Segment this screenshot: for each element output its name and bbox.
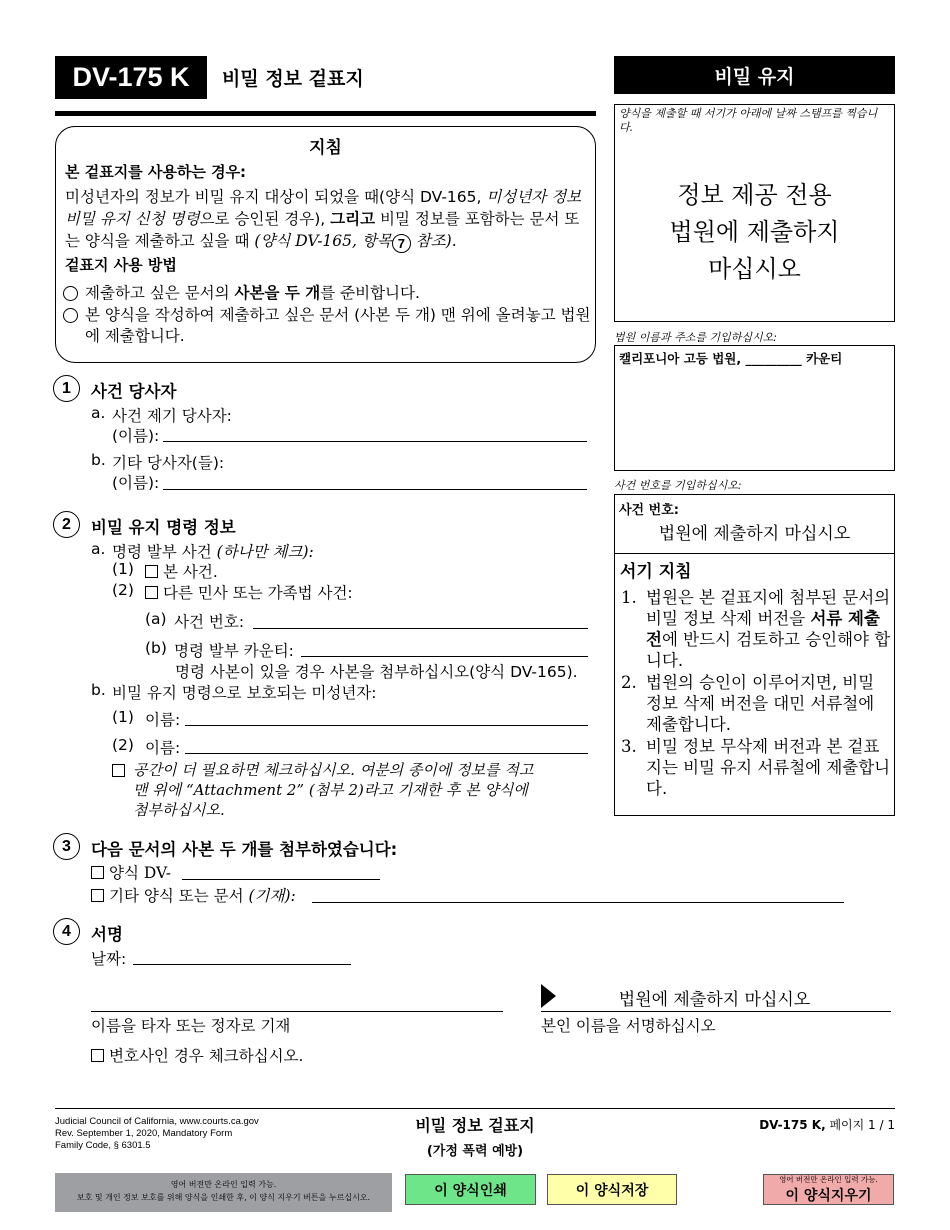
print-form-button[interactable]: 이 양식인쇄 bbox=[405, 1174, 536, 1205]
para-and: 그리고 bbox=[330, 210, 376, 228]
step-bold: 사본을 두 개 bbox=[234, 284, 321, 302]
attorney-option bbox=[91, 1044, 303, 1066]
instructions-box bbox=[55, 126, 596, 363]
clerk-item bbox=[621, 587, 891, 671]
signature-arrow-icon bbox=[541, 984, 556, 1008]
when-to-use-heading: 본 겉표지를 사용하는 경우: bbox=[65, 163, 247, 181]
s2-a-main: 명령 발부 사건 bbox=[112, 543, 217, 561]
clerk-item-text: 법원은 본 겉표지에 첨부된 문서의 비밀 정보 삭제 버전을 bbox=[646, 588, 891, 628]
other-party-name-field[interactable] bbox=[163, 489, 587, 490]
s2-opt2-num: (2) bbox=[112, 581, 134, 599]
s1-b-text: 기타 당사자(들): bbox=[112, 454, 225, 472]
minor-name-1-field[interactable] bbox=[185, 725, 588, 726]
signature-label: 본인 이름을 서명하십시오 bbox=[541, 1017, 716, 1035]
clerk-item-text: 비밀 정보 무삭제 버전과 본 겉표지는 비밀 유지 서류철에 제출합니다. bbox=[646, 737, 891, 798]
footer-page-info bbox=[759, 1116, 895, 1133]
other-document-checkbox[interactable] bbox=[91, 889, 104, 902]
s2-a-hint: (하나만 체크): bbox=[216, 543, 314, 561]
s2-sub-b-text: 명령 발부 카운티: bbox=[174, 642, 294, 660]
para-reference-end: 참조). bbox=[410, 232, 457, 250]
section-1-title: 사건 당사자 bbox=[91, 382, 177, 401]
s3-opt2-hint: (기재): bbox=[248, 887, 296, 905]
bullet-circle-icon bbox=[63, 286, 78, 301]
stamp-line-1: 정보 제공 전용 bbox=[677, 181, 832, 209]
other-case-number-field[interactable] bbox=[253, 628, 588, 629]
footer-rule bbox=[55, 1108, 895, 1109]
clerk-instructions-list bbox=[621, 587, 891, 800]
s3-opt2-text: 기타 양식 또는 문서 bbox=[109, 887, 249, 905]
section-2-title: 비밀 유지 명령 정보 bbox=[91, 518, 236, 537]
issuing-county-field[interactable] bbox=[301, 656, 588, 657]
section-3-number: 3 bbox=[53, 833, 80, 860]
section-3-title: 다음 문서의 사본 두 개를 첨부하였습니다: bbox=[91, 840, 398, 859]
how-to-use-steps bbox=[63, 283, 591, 348]
case-number-title: 사건 번호: bbox=[619, 503, 679, 518]
footer-form-ref: DV-175 K, bbox=[759, 1118, 826, 1132]
para-text: 으로 승인된 경우), bbox=[199, 210, 331, 228]
section-1-number: 1 bbox=[53, 375, 80, 402]
this-case-checkbox[interactable] bbox=[145, 565, 158, 578]
footer-notice-line: 보호 및 개인 정보 보호를 위해 양식을 인쇄한 후, 이 양식 지우기 버튼을 누르십시오. bbox=[76, 1193, 371, 1202]
clerk-item-number: 2. bbox=[621, 673, 637, 692]
when-to-use-text bbox=[65, 186, 593, 253]
more-space-line: 공간이 더 필요하면 체크하십시오. 여분의 종이에 정보를 적고 bbox=[133, 761, 534, 779]
s2-name1-num: (1) bbox=[112, 708, 134, 726]
s2-more-space-checkbox[interactable] bbox=[112, 761, 130, 780]
typed-name-label: 이름을 타자 또는 정자로 기재 bbox=[91, 1017, 291, 1035]
s2-opt1-text: 본 사건. bbox=[163, 563, 218, 581]
footer-publisher bbox=[55, 1116, 259, 1152]
stamp-line-2: 법원에 제출하지 bbox=[669, 218, 840, 246]
section-4-title: 서명 bbox=[91, 925, 123, 944]
more-space-line: 첨부하십시오. bbox=[133, 801, 225, 819]
clerk-item bbox=[621, 736, 891, 799]
clerk-stamp-box bbox=[614, 104, 895, 322]
attach-order-note: 명령 사본이 있을 경우 사본을 첨부하십시오(양식 DV-165). bbox=[175, 663, 578, 681]
step-text: 제출하고 싶은 문서의 bbox=[85, 284, 235, 302]
s2-opt2-text: 다른 민사 또는 가족법 사건: bbox=[163, 584, 353, 602]
court-name-value: 캘리포니아 고등 법원, _________ 카운티 bbox=[619, 351, 843, 366]
stamp-note: 양식을 제출할 때 서기가 아래에 날짜 스탬프를 찍습니다. bbox=[619, 107, 878, 134]
typed-name-field[interactable] bbox=[91, 1011, 503, 1012]
step-text: 를 준비합니다. bbox=[320, 284, 420, 302]
footer-code-line: Family Code, § 6301.5 bbox=[55, 1140, 151, 1151]
s2-a-label: a. bbox=[91, 540, 106, 558]
para-text: 미성년자의 정보가 비밀 유지 대상이 되었을 때(양식 DV-165, bbox=[65, 188, 487, 206]
s3-opt2 bbox=[91, 884, 296, 906]
footer-title: 비밀 정보 겉표지 bbox=[415, 1116, 535, 1135]
step-item bbox=[63, 305, 591, 347]
header-rule bbox=[55, 111, 596, 116]
form-title: 비밀 정보 겉표지 bbox=[222, 68, 364, 90]
s3-opt1 bbox=[91, 861, 171, 883]
s2-a-text bbox=[112, 540, 314, 562]
s2-b-label: b. bbox=[91, 681, 106, 699]
more-space-note bbox=[133, 760, 533, 820]
form-dv-number-field[interactable] bbox=[182, 879, 380, 880]
s2-name2-num: (2) bbox=[112, 736, 134, 754]
section-2-number: 2 bbox=[53, 511, 80, 538]
clerk-item-number: 3. bbox=[621, 737, 637, 756]
s1-a-text: 사건 제기 당사자: bbox=[112, 407, 232, 425]
confidential-banner: 비밀 유지 bbox=[614, 56, 895, 94]
clerk-item-bold: 서류 제출 전 bbox=[646, 609, 880, 649]
s3-opt1-text: 양식 DV- bbox=[109, 864, 172, 882]
case-number-value[interactable]: 법원에 제출하지 마십시오 bbox=[658, 524, 851, 544]
step-item bbox=[63, 283, 591, 304]
attorney-checkbox[interactable] bbox=[91, 1049, 104, 1062]
minor-name-2-field[interactable] bbox=[185, 753, 588, 754]
clerk-item-text: 에 반드시 검토하고 승인해야 합니다. bbox=[646, 630, 891, 670]
case-number-label: 사건 번호를 기입하십시오: bbox=[614, 479, 742, 492]
clear-form-note: 영어 버전만 온라인 입력 가능. bbox=[779, 1175, 878, 1184]
s1-a-name-label: (이름): bbox=[112, 427, 160, 445]
stamp-message bbox=[615, 177, 894, 288]
para-text: 비밀 정보를 포함하는 문서 또는 양식을 제출하고 싶을 때 bbox=[65, 210, 580, 250]
more-space-checkbox-box[interactable] bbox=[112, 764, 125, 777]
court-name-field[interactable] bbox=[614, 345, 895, 471]
signature-field[interactable] bbox=[541, 1011, 891, 1012]
s1-b-label: b. bbox=[91, 451, 106, 469]
s2-opt2 bbox=[145, 581, 353, 603]
s2-opt1-num: (1) bbox=[112, 560, 134, 578]
clerk-instructions-title: 서기 지침 bbox=[620, 562, 692, 582]
footer-notice-bar bbox=[55, 1173, 392, 1212]
case-number-box bbox=[614, 494, 895, 816]
s2-sub-b-num: (b) bbox=[145, 639, 167, 657]
instructions-title: 지침 bbox=[309, 138, 342, 158]
clear-form-label: 이 양식지우기 bbox=[785, 1188, 872, 1204]
clerk-item bbox=[621, 672, 891, 735]
case-divider bbox=[615, 553, 894, 554]
other-case-checkbox[interactable] bbox=[145, 586, 158, 599]
footer-subtitle: (가정 폭력 예방) bbox=[426, 1144, 524, 1159]
para-reference: (양식 DV-165, 항목 bbox=[254, 232, 392, 250]
other-document-field[interactable] bbox=[312, 902, 844, 903]
s1-a-label: a. bbox=[91, 404, 106, 422]
s2-opt1 bbox=[145, 560, 218, 582]
s2-sub-a-num: (a) bbox=[145, 610, 167, 628]
s2-name2-label: 이름: bbox=[145, 739, 181, 757]
more-space-line: 맨 위에 “Attachment 2” (첨부 2)라고 기재한 후 본 양식에 bbox=[133, 781, 528, 799]
step-text: 본 양식을 작성하여 제출하고 싶은 문서 (사본 두 개) 맨 위에 올려놓고 법원에 제출합니다. bbox=[85, 306, 591, 345]
s1-b-name-label: (이름): bbox=[112, 474, 160, 492]
footer-notice-line: 영어 버전만 온라인 입력 가능. bbox=[170, 1180, 277, 1189]
footer-revision-line: Rev. September 1, 2020, Mandatory Form bbox=[55, 1128, 233, 1139]
footer-page-number: 페이지 1 / 1 bbox=[825, 1118, 895, 1132]
stamp-line-3: 마십시오 bbox=[708, 255, 801, 283]
clear-form-button[interactable] bbox=[763, 1174, 894, 1205]
clerk-item-text: 법원의 승인이 이루어지면, 비밀 정보 삭제 버전을 대민 서류철에 제출합니다. bbox=[646, 673, 875, 734]
date-label: 날짜: bbox=[91, 950, 127, 968]
attorney-label: 변호사인 경우 체크하십시오. bbox=[109, 1047, 304, 1065]
footer-publisher-line: Judicial Council of California, www.courts.ca.gov bbox=[55, 1116, 259, 1127]
date-field[interactable] bbox=[133, 964, 351, 965]
form-dv-checkbox[interactable] bbox=[91, 866, 104, 879]
s2-b-text: 비밀 유지 명령으로 보호되는 미성년자: bbox=[112, 684, 377, 702]
signature-value: 법원에 제출하지 마십시오 bbox=[618, 990, 811, 1010]
filing-party-name-field[interactable] bbox=[163, 441, 587, 442]
how-to-use-heading: 겉표지 사용 방법 bbox=[65, 256, 177, 274]
s2-sub-a-text: 사건 번호: bbox=[174, 613, 245, 631]
bullet-circle-icon bbox=[63, 308, 78, 323]
save-form-button[interactable]: 이 양식저장 bbox=[547, 1174, 677, 1205]
form-id: DV-175 K bbox=[55, 56, 207, 99]
clerk-item-number: 1. bbox=[621, 588, 637, 607]
court-label: 법원 이름과 주소를 기입하십시오: bbox=[614, 331, 777, 344]
section-4-number: 4 bbox=[53, 918, 80, 945]
para-form-name: 미성년자 정보 비밀 유지 신청 명령 bbox=[65, 188, 582, 228]
item-7-circle: 7 bbox=[392, 234, 411, 253]
s2-name1-label: 이름: bbox=[145, 711, 181, 729]
